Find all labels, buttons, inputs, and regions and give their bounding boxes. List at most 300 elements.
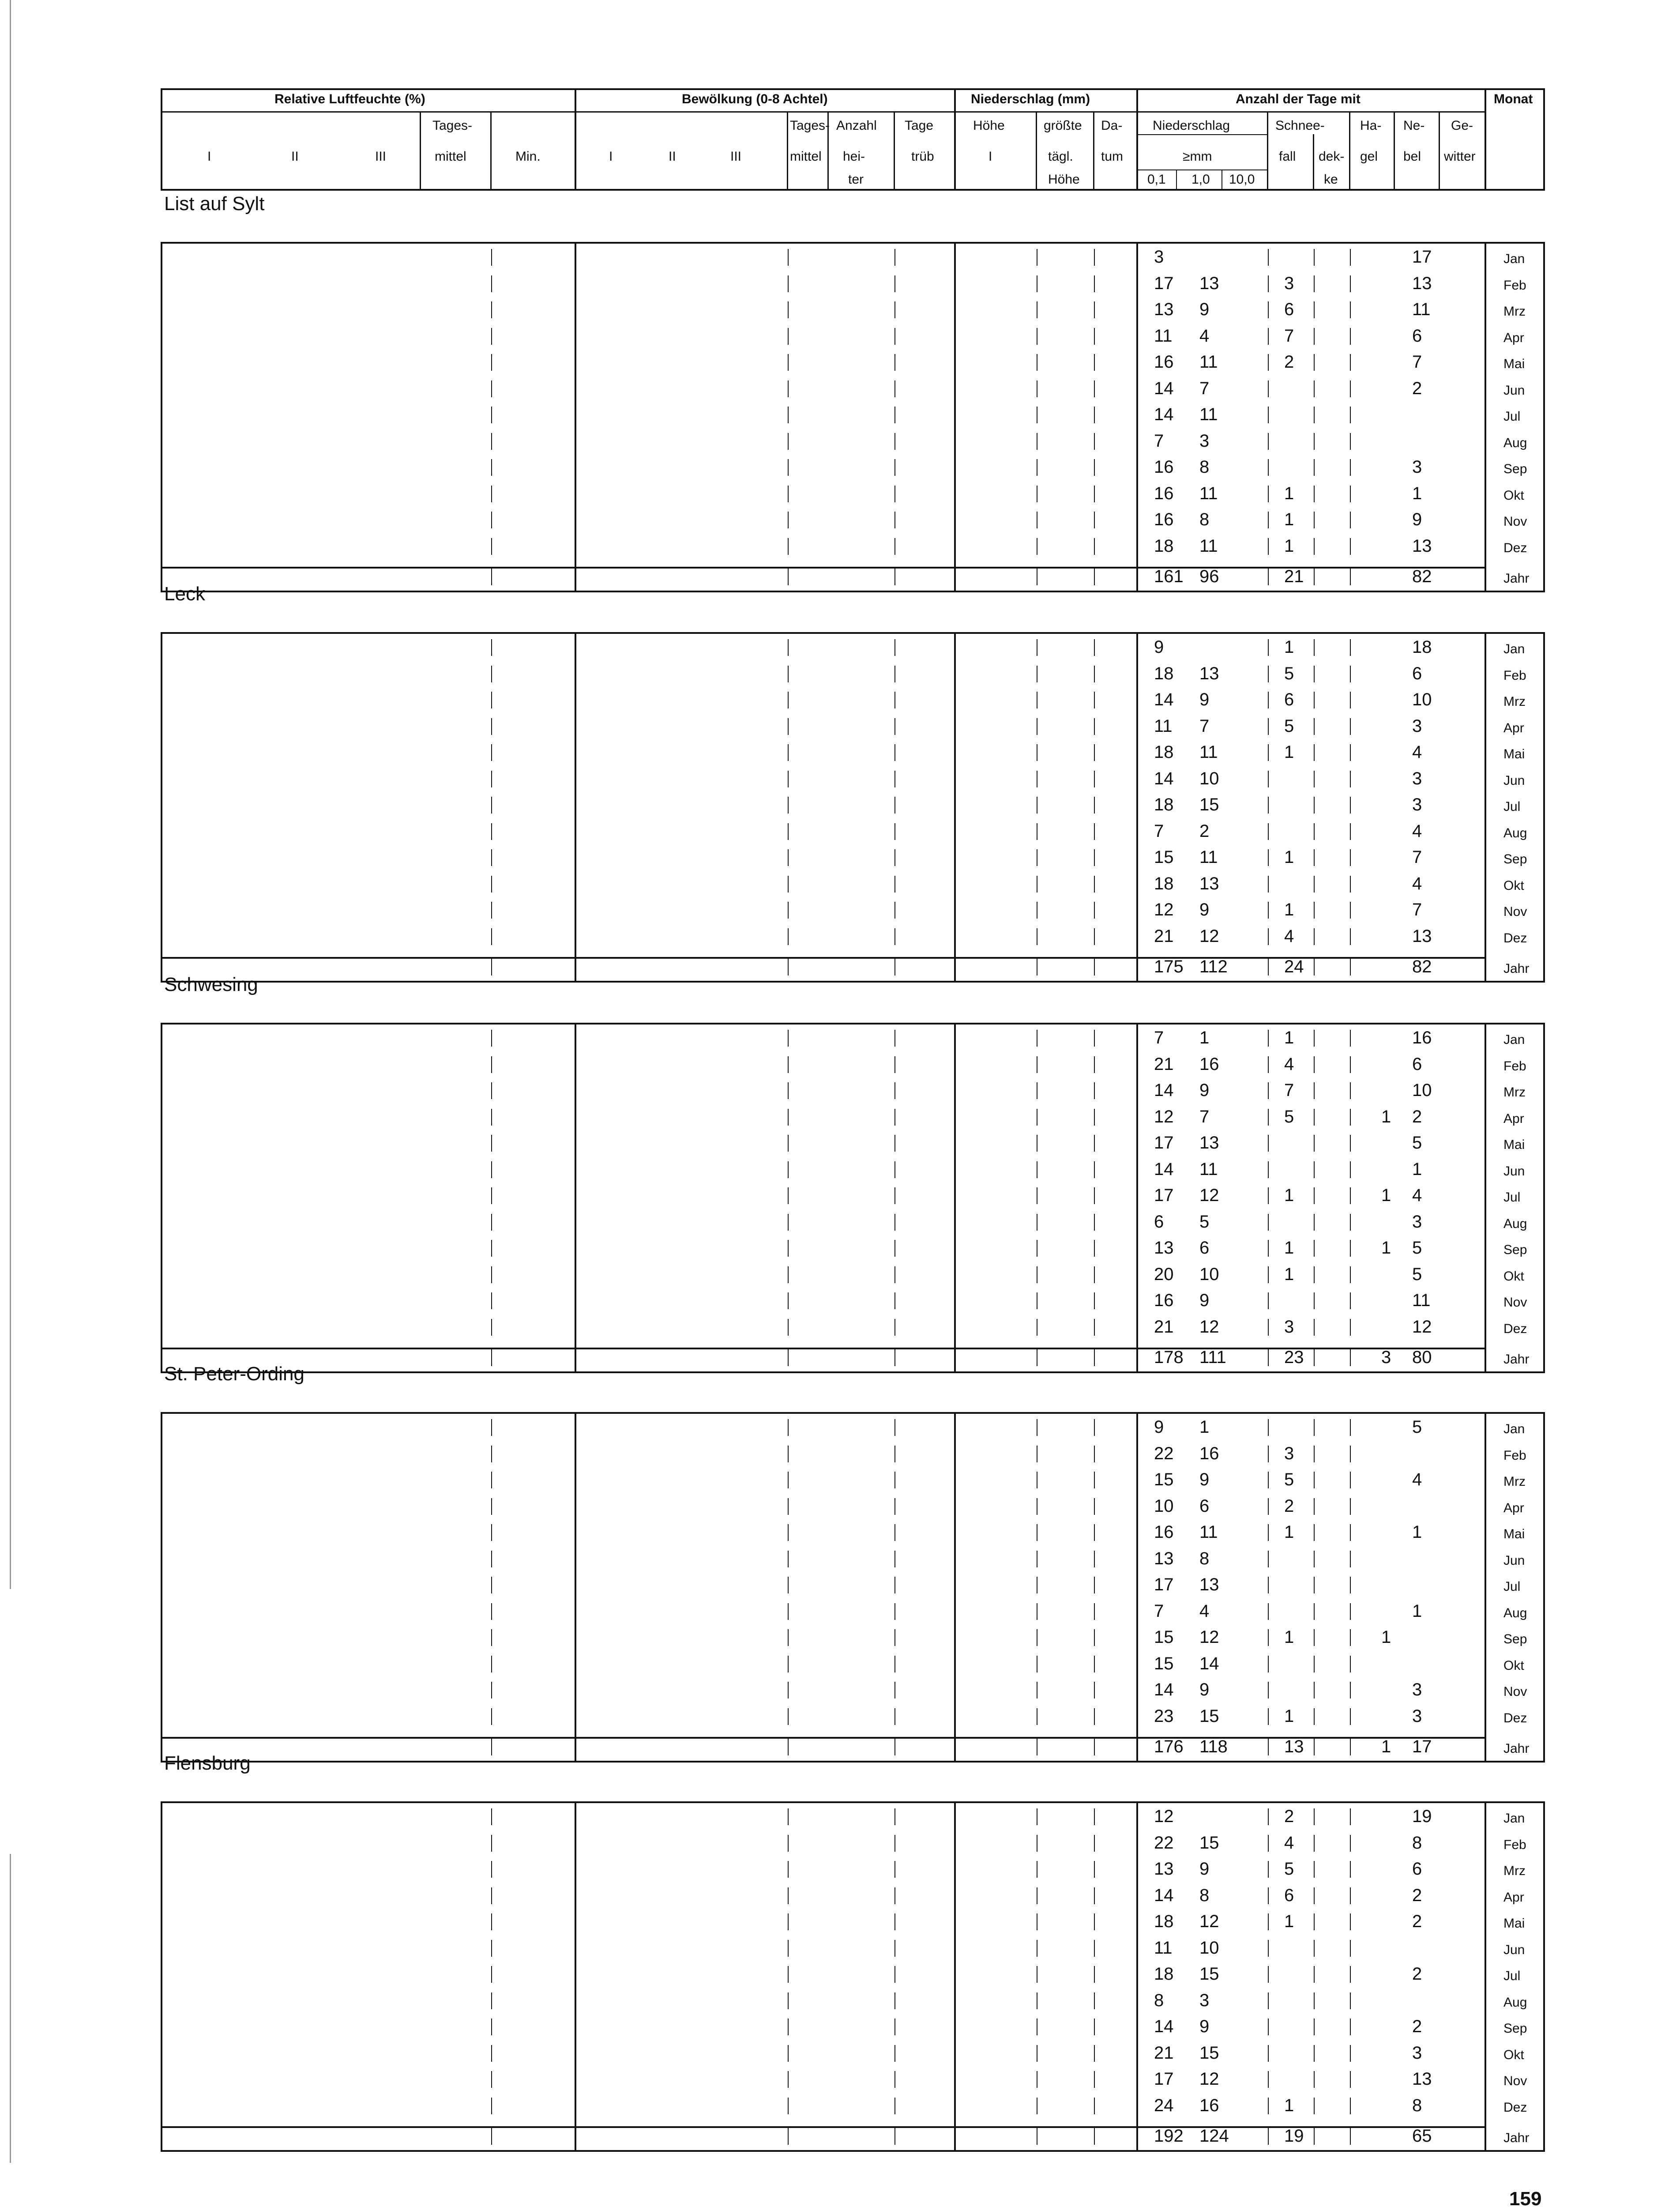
col-label: 1,0 <box>1191 172 1210 187</box>
table-rule <box>1485 632 1486 983</box>
data-cell: 4 <box>1284 1054 1294 1074</box>
data-cell: 12 <box>1199 926 1219 946</box>
data-cell: 13 <box>1154 1238 1174 1258</box>
cell-divider <box>788 823 789 840</box>
cell-divider <box>1268 1940 1269 1957</box>
col-label: Niederschlag <box>1153 118 1230 133</box>
cell-divider <box>894 459 895 476</box>
cell-divider <box>491 849 492 866</box>
cell-divider <box>1314 2098 1315 2114</box>
cell-divider <box>491 1446 492 1462</box>
data-cell: 15 <box>1154 1470 1174 1489</box>
cell-divider <box>788 1887 789 1904</box>
month-cell: Mrz <box>1503 1864 1526 1878</box>
cell-divider <box>788 1240 789 1257</box>
col-label: mittel <box>790 149 822 164</box>
cell-divider <box>1314 1861 1315 1878</box>
data-cell: 8 <box>1199 1548 1210 1568</box>
data-cell: 2 <box>1284 352 1294 372</box>
month-cell: Apr <box>1503 1890 1524 1905</box>
cell-divider <box>1350 538 1351 555</box>
cell-divider <box>1350 2128 1351 2145</box>
cell-divider <box>1094 1240 1095 1257</box>
cell-divider <box>894 1292 895 1309</box>
cell-divider <box>1314 1349 1315 1366</box>
data-cell: 111 <box>1199 1348 1226 1367</box>
month-cell: Jun <box>1503 1942 1525 1957</box>
cell-divider <box>894 354 895 371</box>
month-cell: Apr <box>1503 720 1524 735</box>
data-cell: 1 <box>1284 1264 1294 1284</box>
cell-divider <box>1350 849 1351 866</box>
data-cell: 15 <box>1199 1706 1219 1726</box>
cell-divider <box>1350 301 1351 318</box>
data-cell: 13 <box>1154 1859 1174 1879</box>
cell-divider <box>491 407 492 423</box>
data-cell: 1 <box>1284 1186 1294 1205</box>
table-rule <box>1543 1412 1545 1763</box>
data-cell: 5 <box>1284 663 1294 683</box>
table-rule <box>1485 1023 1486 1373</box>
cell-divider <box>491 249 492 266</box>
cell-divider <box>788 2071 789 2088</box>
cell-divider <box>894 407 895 423</box>
cell-divider <box>491 2071 492 2088</box>
cell-divider <box>1094 876 1095 893</box>
cell-divider <box>1350 354 1351 371</box>
table-rule <box>161 242 162 592</box>
cell-divider <box>491 275 492 292</box>
data-cell: 14 <box>1154 378 1174 398</box>
cell-divider <box>894 1498 895 1515</box>
data-cell: 6 <box>1199 1238 1210 1258</box>
cell-divider <box>491 1187 492 1204</box>
cell-divider <box>1094 1161 1095 1178</box>
data-cell: 7 <box>1412 847 1422 867</box>
month-cell: Mai <box>1503 1916 1525 1931</box>
month-cell: Okt <box>1503 1269 1524 1284</box>
cell-divider <box>1268 744 1269 761</box>
cell-divider <box>894 2019 895 2035</box>
data-cell: 7 <box>1154 1601 1164 1621</box>
header-rule <box>954 88 956 191</box>
cell-divider <box>491 1551 492 1567</box>
cell-divider <box>894 2098 895 2114</box>
cell-divider <box>1350 459 1351 476</box>
cell-divider <box>1094 692 1095 708</box>
cell-divider <box>1094 407 1095 423</box>
cell-divider <box>1314 328 1315 345</box>
cell-divider <box>1268 1187 1269 1204</box>
data-cell: 2 <box>1412 1885 1422 1905</box>
data-cell: 9 <box>1199 690 1210 709</box>
cell-divider <box>1268 1349 1269 1366</box>
data-cell: 9 <box>1199 1291 1210 1310</box>
cell-divider <box>788 407 789 423</box>
data-cell: 15 <box>1199 2043 1219 2063</box>
table-rule <box>954 632 956 983</box>
month-cell: Mrz <box>1503 304 1526 319</box>
data-cell: 9 <box>1199 1470 1210 1489</box>
cell-divider <box>491 433 492 450</box>
cell-divider <box>491 569 492 585</box>
cell-divider <box>1268 1109 1269 1126</box>
cell-divider <box>788 1161 789 1178</box>
cell-divider <box>894 1135 895 1152</box>
cell-divider <box>788 301 789 318</box>
cell-divider <box>1094 1030 1095 1047</box>
data-cell: 4 <box>1412 874 1422 893</box>
data-cell: 6 <box>1284 1885 1294 1905</box>
data-cell: 17 <box>1154 273 1174 293</box>
data-cell: 5 <box>1412 1417 1422 1437</box>
cell-divider <box>491 959 492 975</box>
cell-divider <box>1350 1551 1351 1567</box>
table-rule <box>1136 242 1138 592</box>
data-cell: 1 <box>1284 1912 1294 1931</box>
table-rule <box>161 1801 162 2152</box>
cell-divider <box>1350 744 1351 761</box>
month-cell: Sep <box>1503 852 1527 866</box>
data-cell: 5 <box>1412 1238 1422 1258</box>
header-rule <box>1136 88 1138 191</box>
data-cell: 14 <box>1154 768 1174 788</box>
cell-divider <box>1268 380 1269 397</box>
data-cell: 6 <box>1412 326 1422 346</box>
cell-divider <box>491 486 492 502</box>
table-rule <box>161 632 162 983</box>
cell-divider <box>1094 1629 1095 1646</box>
col-label: Tages- <box>790 118 830 133</box>
data-cell: 118 <box>1199 1737 1228 1756</box>
cell-divider <box>1350 275 1351 292</box>
cell-divider <box>1314 1682 1315 1699</box>
data-cell: 175 <box>1154 957 1184 976</box>
cell-divider <box>1268 1472 1269 1488</box>
cell-divider <box>1094 328 1095 345</box>
data-cell: 2 <box>1412 1964 1422 1984</box>
cell-divider <box>788 1966 789 1983</box>
cell-divider <box>1094 1319 1095 1336</box>
cell-divider <box>1094 249 1095 266</box>
page-scan-edge <box>10 0 11 1589</box>
cell-divider <box>1268 486 1269 502</box>
cell-divider <box>1314 1030 1315 1047</box>
cell-divider <box>1314 2019 1315 2035</box>
cell-divider <box>894 744 895 761</box>
data-cell: 13 <box>1199 1575 1219 1594</box>
cell-divider <box>1314 902 1315 919</box>
data-cell: 16 <box>1154 1291 1174 1310</box>
cell-divider <box>1094 1603 1095 1620</box>
cell-divider <box>788 959 789 975</box>
data-cell: 11 <box>1199 483 1218 503</box>
cell-divider <box>1268 1577 1269 1593</box>
cell-divider <box>1350 1940 1351 1957</box>
data-cell: 11 <box>1199 1522 1218 1542</box>
data-cell: 17 <box>1412 1737 1432 1756</box>
cell-divider <box>1314 354 1315 371</box>
data-cell: 1 <box>1412 1159 1422 1179</box>
month-cell: Dez <box>1503 1321 1527 1336</box>
month-cell: Mrz <box>1503 694 1526 709</box>
cell-divider <box>1268 1419 1269 1436</box>
data-cell: 1 <box>1412 483 1422 503</box>
cell-divider <box>894 2071 895 2088</box>
month-cell: Feb <box>1503 668 1526 683</box>
cell-divider <box>491 1135 492 1152</box>
cell-divider <box>1094 1966 1095 1983</box>
data-cell: 23 <box>1284 1348 1304 1367</box>
month-cell: Mai <box>1503 1137 1525 1152</box>
data-cell: 3 <box>1412 457 1422 477</box>
col-label: Schnee- <box>1275 118 1325 133</box>
data-cell: 7 <box>1412 352 1422 372</box>
table-rule <box>954 1023 956 1373</box>
data-cell: 3 <box>1412 1680 1422 1699</box>
cell-divider <box>1314 1082 1315 1099</box>
data-cell: 15 <box>1199 1833 1219 1853</box>
cell-divider <box>1094 1349 1095 1366</box>
cell-divider <box>1268 1966 1269 1983</box>
cell-divider <box>894 692 895 708</box>
cell-divider <box>1268 1214 1269 1231</box>
cell-divider <box>788 1056 789 1073</box>
cell-divider <box>894 1472 895 1488</box>
cell-divider <box>1314 876 1315 893</box>
data-cell: 7 <box>1199 716 1210 736</box>
cell-divider <box>1268 1656 1269 1672</box>
data-cell: 5 <box>1412 1264 1422 1284</box>
cell-divider <box>1314 301 1315 318</box>
data-cell: 10 <box>1412 690 1432 709</box>
cell-divider <box>1314 1629 1315 1646</box>
month-cell: Jul <box>1503 1969 1521 1983</box>
cell-divider <box>788 1082 789 1099</box>
cell-divider <box>491 1708 492 1725</box>
data-cell: 1 <box>1412 1601 1422 1621</box>
cell-divider <box>894 569 895 585</box>
month-cell: Aug <box>1503 435 1527 450</box>
data-cell: 11 <box>1154 1938 1173 1958</box>
cell-divider <box>788 275 789 292</box>
cell-divider <box>1094 569 1095 585</box>
cell-divider <box>1314 797 1315 814</box>
cell-divider <box>491 1603 492 1620</box>
cell-divider <box>1268 718 1269 735</box>
group-title-days: Anzahl der Tage mit <box>1236 92 1361 106</box>
data-cell: 13 <box>1412 926 1432 946</box>
table-rule <box>161 591 1545 592</box>
cell-divider <box>1350 486 1351 502</box>
cell-divider <box>1268 876 1269 893</box>
col-label: I <box>988 149 992 164</box>
cell-divider <box>1314 744 1315 761</box>
cell-divider <box>491 1472 492 1488</box>
data-cell: 1 <box>1284 900 1294 919</box>
data-cell: 6 <box>1284 300 1294 319</box>
cell-divider <box>894 639 895 656</box>
cell-divider <box>1350 959 1351 975</box>
header-rule <box>1349 111 1350 191</box>
data-cell: 16 <box>1199 2095 1219 2115</box>
cell-divider <box>894 1446 895 1462</box>
month-cell: Mai <box>1503 747 1525 761</box>
table-rule <box>161 1023 1545 1024</box>
cell-divider <box>491 1861 492 1878</box>
cell-divider <box>1314 1524 1315 1541</box>
data-cell: 2 <box>1199 821 1210 841</box>
data-cell: 10 <box>1199 1264 1219 1284</box>
header-rule <box>1394 111 1395 191</box>
cell-divider <box>1094 2045 1095 2062</box>
cell-divider <box>788 1551 789 1567</box>
cell-divider <box>1268 1861 1269 1878</box>
col-label: Ge- <box>1451 118 1473 133</box>
month-cell: Mrz <box>1503 1474 1526 1489</box>
month-cell: Okt <box>1503 1658 1524 1673</box>
cell-divider <box>1268 1739 1269 1755</box>
cell-divider <box>491 1808 492 1825</box>
cell-divider <box>894 1240 895 1257</box>
col-label: bel <box>1403 149 1421 164</box>
table-rule <box>1543 242 1545 592</box>
cell-divider <box>1314 1319 1315 1336</box>
data-cell: 14 <box>1154 1159 1174 1179</box>
data-cell: 1 <box>1284 1028 1294 1047</box>
cell-divider <box>894 1187 895 1204</box>
table-rule <box>1543 1023 1545 1373</box>
cell-divider <box>1268 1913 1269 1930</box>
data-cell: 1 <box>1284 483 1294 503</box>
cell-divider <box>894 1349 895 1366</box>
data-cell: 1 <box>1412 1522 1422 1542</box>
data-cell: 1 <box>1284 637 1294 657</box>
data-cell: 5 <box>1199 1212 1210 1232</box>
data-cell: 13 <box>1199 1133 1219 1152</box>
data-cell: 7 <box>1199 378 1210 398</box>
cell-divider <box>1314 959 1315 975</box>
cell-divider <box>1094 275 1095 292</box>
cell-divider <box>894 876 895 893</box>
table-rule <box>954 242 956 592</box>
table-rule <box>1136 1801 1138 2152</box>
cell-divider <box>1350 1835 1351 1852</box>
cell-divider <box>1094 1472 1095 1488</box>
table-rule <box>1136 1023 1138 1373</box>
cell-divider <box>1314 486 1315 502</box>
header-rule <box>161 189 1545 191</box>
group-title-humidity: Relative Luftfeuchte (%) <box>274 92 425 106</box>
data-cell: 9 <box>1199 1859 1210 1879</box>
month-cell: Sep <box>1503 462 1527 476</box>
table-rule <box>161 1412 162 1763</box>
data-cell: 3 <box>1199 431 1210 451</box>
data-cell: 1 <box>1284 742 1294 762</box>
table-rule <box>1136 632 1138 983</box>
cell-divider <box>491 1524 492 1541</box>
data-cell: 1 <box>1284 847 1294 867</box>
cell-divider <box>1350 1808 1351 1825</box>
cell-divider <box>491 512 492 528</box>
cell-divider <box>1268 823 1269 840</box>
data-cell: 124 <box>1199 2126 1229 2146</box>
data-cell: 1 <box>1381 1627 1391 1647</box>
cell-divider <box>1268 666 1269 682</box>
cell-divider <box>1314 1808 1315 1825</box>
data-cell: 4 <box>1412 821 1422 841</box>
cell-divider <box>491 902 492 919</box>
month-cell: Dez <box>1503 540 1527 555</box>
cell-divider <box>1094 1913 1095 1930</box>
cell-divider <box>1094 1739 1095 1755</box>
cell-divider <box>894 1887 895 1904</box>
data-cell: 6 <box>1154 1212 1164 1232</box>
cell-divider <box>788 1472 789 1488</box>
cell-divider <box>491 718 492 735</box>
cell-divider <box>1314 718 1315 735</box>
cell-divider <box>1314 1708 1315 1725</box>
cell-divider <box>1314 2128 1315 2145</box>
cell-divider <box>491 1682 492 1699</box>
cell-divider <box>894 1603 895 1620</box>
cell-divider <box>894 1524 895 1541</box>
data-cell: 11 <box>1412 1291 1431 1310</box>
cell-divider <box>894 718 895 735</box>
data-cell: 21 <box>1154 1317 1174 1337</box>
data-cell: 11 <box>1154 716 1173 736</box>
cell-divider <box>491 301 492 318</box>
col-label: Da- <box>1101 118 1123 133</box>
cell-divider <box>788 1861 789 1878</box>
header-rule <box>1267 111 1268 191</box>
month-cell: Jul <box>1503 1579 1521 1594</box>
cell-divider <box>1094 301 1095 318</box>
data-cell: 16 <box>1154 457 1174 477</box>
cell-divider <box>1314 1656 1315 1672</box>
cell-divider <box>894 301 895 318</box>
cell-divider <box>1094 1135 1095 1152</box>
cell-divider <box>788 849 789 866</box>
cell-divider <box>1350 666 1351 682</box>
group-title-cloud: Bewölkung (0-8 Achtel) <box>682 92 828 106</box>
cell-divider <box>788 1030 789 1047</box>
cell-divider <box>894 1992 895 2009</box>
header-rule <box>1543 88 1545 191</box>
cell-divider <box>788 1349 789 1366</box>
data-cell: 19 <box>1284 2126 1304 2146</box>
cell-divider <box>894 771 895 787</box>
month-cell: Aug <box>1503 1605 1527 1620</box>
data-cell: 18 <box>1154 536 1174 556</box>
month-cell: Jul <box>1503 1190 1521 1205</box>
month-cell: Jun <box>1503 773 1525 788</box>
col-label: 0,1 <box>1147 172 1166 187</box>
header-rule <box>1138 169 1267 170</box>
header-rule <box>1439 111 1440 191</box>
cell-divider <box>1094 1940 1095 1957</box>
cell-divider <box>491 354 492 371</box>
data-cell: 14 <box>1154 690 1174 709</box>
data-cell: 17 <box>1154 1186 1174 1205</box>
cell-divider <box>894 959 895 975</box>
cell-divider <box>491 1887 492 1904</box>
cell-divider <box>1350 1030 1351 1047</box>
cell-divider <box>1350 1992 1351 2009</box>
cell-divider <box>491 1577 492 1593</box>
cell-divider <box>1094 771 1095 787</box>
cell-divider <box>1094 1056 1095 1073</box>
